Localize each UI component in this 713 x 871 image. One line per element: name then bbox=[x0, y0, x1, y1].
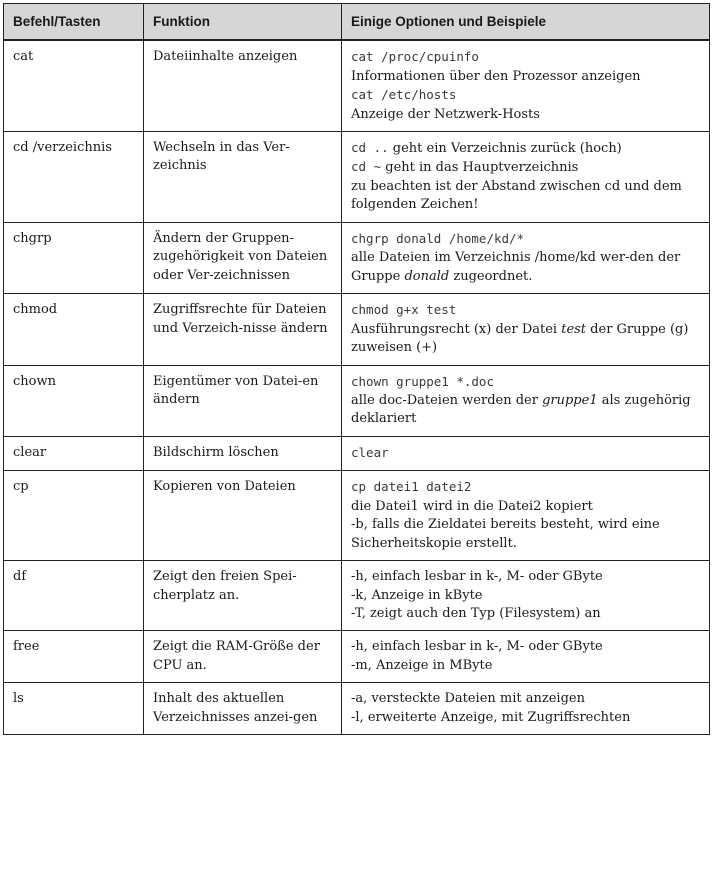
option-line bbox=[351, 709, 700, 727]
option-line bbox=[351, 178, 700, 215]
command-cell: df bbox=[4, 561, 144, 631]
command-cell: cat bbox=[4, 40, 144, 131]
code-example: cd .. bbox=[351, 139, 389, 155]
table-row bbox=[4, 40, 710, 131]
emphasis-text: test bbox=[561, 321, 587, 337]
option-line bbox=[351, 48, 700, 67]
table-body bbox=[4, 40, 710, 735]
option-line bbox=[351, 657, 700, 675]
function-cell: Kopieren von Dateien bbox=[144, 471, 342, 561]
option-line bbox=[351, 478, 700, 497]
option-text: alle doc-Dateien werden der bbox=[351, 392, 543, 408]
code-example: cp datei1 datei2 bbox=[351, 479, 472, 495]
options-cell bbox=[342, 365, 710, 436]
table-row bbox=[4, 683, 710, 735]
option-text: -a, versteckte Dateien mit anzeigen bbox=[351, 691, 585, 707]
command-cell: ls bbox=[4, 683, 144, 735]
function-cell: Zugriffsrechte für Dateien und Verzeich-nisse ändern bbox=[144, 294, 342, 365]
emphasis-text: donald bbox=[404, 268, 450, 284]
option-line bbox=[351, 516, 700, 553]
command-cell: chown bbox=[4, 365, 144, 436]
option-text: -h, einfach lesbar in k-, M- oder GByte bbox=[351, 639, 603, 655]
option-text: -b, falls die Zieldatei bereits besteht, wird eine Sicherheitskopie erstellt. bbox=[351, 517, 660, 551]
table-row bbox=[4, 294, 710, 365]
function-cell: Ändern der Gruppen-zugehörigkeit von Dateien oder Ver-zeichnissen bbox=[144, 222, 342, 293]
option-line bbox=[351, 638, 700, 656]
table-row bbox=[4, 561, 710, 631]
option-line bbox=[351, 86, 700, 105]
option-line bbox=[351, 690, 700, 708]
code-example: cat /etc/hosts bbox=[351, 87, 457, 103]
option-line bbox=[351, 392, 700, 429]
option-line bbox=[351, 106, 700, 124]
option-text: als zugehörig deklariert bbox=[351, 392, 691, 427]
function-cell: Wechseln in das Ver-zeichnis bbox=[144, 131, 342, 222]
command-cell: cd /verzeichnis bbox=[4, 131, 144, 222]
option-text: geht ein Verzeichnis zurück (hoch) bbox=[388, 140, 622, 156]
option-line bbox=[351, 139, 700, 158]
command-cell: cp bbox=[4, 471, 144, 561]
options-cell bbox=[342, 471, 710, 561]
option-text: -m, Anzeige in MByte bbox=[351, 657, 493, 673]
header-row bbox=[4, 4, 710, 41]
option-text: -T, zeigt auch den Typ (Filesystem) an bbox=[351, 606, 601, 622]
option-text: der Gruppe (g) zuweisen (+) bbox=[351, 321, 689, 356]
options-cell bbox=[342, 294, 710, 365]
option-line bbox=[351, 158, 700, 177]
function-cell: Dateiinhalte anzeigen bbox=[144, 40, 342, 131]
function-cell: Zeigt die RAM-Größe der CPU an. bbox=[144, 631, 342, 683]
code-example: chmod g+x test bbox=[351, 302, 457, 318]
command-table bbox=[3, 3, 710, 735]
function-cell: Inhalt des aktuellen Verzeichnisses anzei-gen bbox=[144, 683, 342, 735]
options-cell bbox=[342, 683, 710, 735]
option-line bbox=[351, 568, 700, 586]
option-text: -l, erweiterte Anzeige, mit Zugriffsrechten bbox=[351, 709, 631, 725]
option-text: -h, einfach lesbar in k-, M- oder GByte bbox=[351, 569, 603, 585]
option-line bbox=[351, 605, 700, 623]
option-text: geht in das Hauptverzeichnis bbox=[381, 160, 579, 176]
option-line bbox=[351, 230, 700, 249]
code-example: chgrp donald /home/kd/* bbox=[351, 230, 525, 246]
emphasis-text: gruppe1 bbox=[542, 392, 598, 408]
table-row bbox=[4, 471, 710, 561]
table-row bbox=[4, 436, 710, 470]
command-cell: clear bbox=[4, 436, 144, 470]
command-cell: chmod bbox=[4, 294, 144, 365]
code-example: chown gruppe1 *.doc bbox=[351, 373, 494, 389]
table-row bbox=[4, 365, 710, 436]
table-row bbox=[4, 222, 710, 293]
option-text: Ausführungsrecht (x) der Datei bbox=[351, 321, 562, 337]
option-line bbox=[351, 321, 700, 358]
option-line bbox=[351, 498, 700, 516]
options-cell bbox=[342, 222, 710, 293]
header-command: Befehl/Tasten bbox=[4, 4, 144, 41]
option-line bbox=[351, 301, 700, 320]
table-row bbox=[4, 631, 710, 683]
code-example: cat /proc/cpuinfo bbox=[351, 49, 479, 65]
option-line bbox=[351, 249, 700, 286]
option-text: -k, Anzeige in kByte bbox=[351, 587, 483, 603]
options-cell bbox=[342, 40, 710, 131]
option-line bbox=[351, 373, 700, 392]
options-cell bbox=[342, 131, 710, 222]
option-line bbox=[351, 444, 700, 463]
option-line bbox=[351, 587, 700, 605]
header-function: Funktion bbox=[144, 4, 342, 41]
option-line bbox=[351, 68, 700, 86]
option-text: alle Dateien im Verzeichnis /home/kd wer-den der Gruppe bbox=[351, 250, 681, 284]
options-cell bbox=[342, 561, 710, 631]
function-cell: Bildschirm löschen bbox=[144, 436, 342, 470]
header-options: Einige Optionen und Beispiele bbox=[342, 4, 710, 41]
option-text: zu beachten ist der Abstand zwischen cd und dem folgenden Zeichen! bbox=[351, 178, 682, 213]
options-cell bbox=[342, 631, 710, 683]
option-text: zugeordnet. bbox=[449, 268, 533, 284]
options-cell bbox=[342, 436, 710, 470]
function-cell: Eigentümer von Datei-en ändern bbox=[144, 365, 342, 436]
function-cell: Zeigt den freien Spei-cherplatz an. bbox=[144, 561, 342, 631]
command-cell: chgrp bbox=[4, 222, 144, 293]
table-header bbox=[4, 4, 710, 41]
option-text: die Datei1 wird in die Datei2 kopiert bbox=[351, 498, 593, 514]
option-text: Informationen über den Prozessor anzeigen bbox=[351, 68, 641, 84]
option-text: Anzeige der Netzwerk-Hosts bbox=[351, 106, 540, 122]
code-example: cd ~ bbox=[351, 159, 382, 175]
code-example: clear bbox=[351, 444, 389, 460]
table-row bbox=[4, 131, 710, 222]
command-cell: free bbox=[4, 631, 144, 683]
